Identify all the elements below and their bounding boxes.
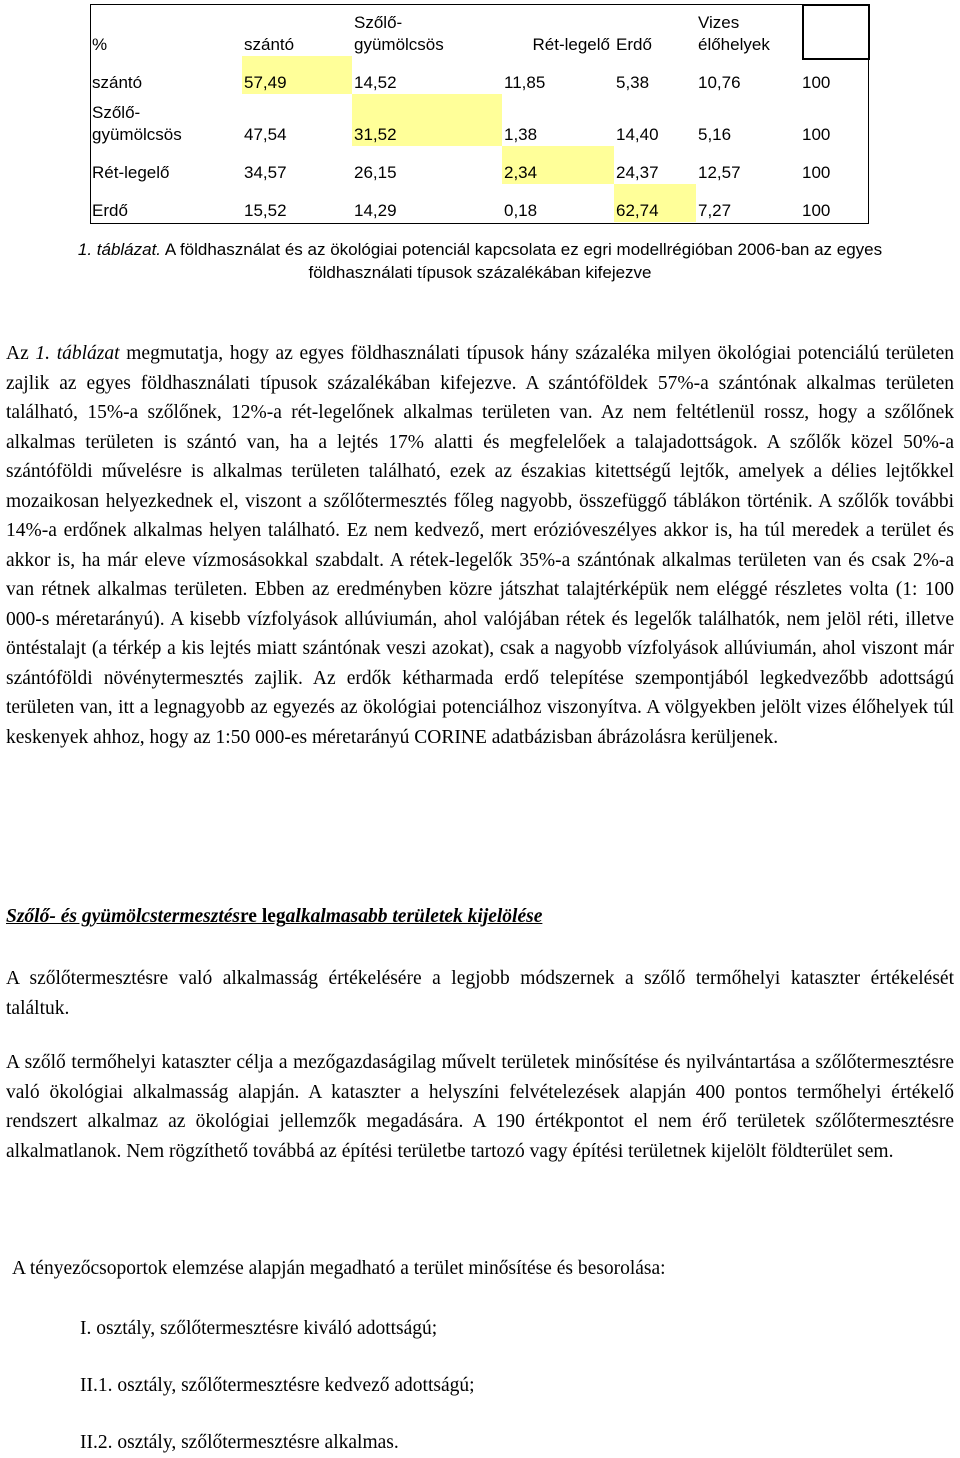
class-item: II.1. osztály, szőlőtermesztésre kedvező adottságú; (80, 1375, 475, 1396)
table-cell: 100 (802, 73, 831, 92)
table-cell: 26,15 (354, 163, 397, 182)
header-cell: Rét-legelő (532, 35, 610, 54)
table-cell: 2,34 (502, 146, 614, 184)
table-cell: 5,38 (616, 73, 650, 92)
table-cell: 11,85 (504, 73, 546, 92)
table-cell: 1,38 (504, 125, 538, 144)
table-cell: 100 (802, 201, 831, 220)
table-cell: 57,49 (242, 56, 352, 94)
header-cell: % (92, 35, 108, 54)
table-cell: 0,18 (504, 201, 538, 220)
row-label: Szőlő- gyümölcsös (92, 103, 182, 144)
table-cell: 24,37 (616, 163, 659, 182)
row-label: Rét-legelő (92, 163, 170, 182)
table-cell: 100 (802, 163, 831, 182)
table-cell: 14,52 (354, 73, 397, 92)
table-cell: 15,52 (244, 201, 287, 220)
class-item: II.2. osztály, szőlőtermesztésre alkalmas. (80, 1432, 399, 1453)
land-use-table-container (90, 4, 870, 222)
caption-label: 1. táblázat. (77, 240, 162, 259)
heading-part-1: Szőlő- és gyümölcstermesztés (6, 906, 240, 927)
row-label: szántó (92, 73, 143, 92)
table-row (90, 184, 870, 222)
table-cell: 31,52 (352, 94, 502, 146)
table-cell: 14,29 (354, 201, 397, 220)
paragraph-start: Az (6, 343, 36, 364)
paragraph-method: A szőlőtermesztésre való alkalmasság értékelésére a legjobb módszernek a szőlő termőhelyi kataszter értékelését találtuk. (6, 968, 954, 1019)
table-reference: 1. táblázat (35, 343, 120, 364)
class-item: I. osztály, szőlőtermesztésre kiváló adottságú; (80, 1318, 438, 1339)
classification-intro: A tényezőcsoportok elemzése alapján megadható a terület minősítése és besorolása: (12, 1258, 666, 1279)
table-cell: 12,57 (698, 163, 741, 182)
header-cell: Erdő (616, 35, 652, 54)
table-row (90, 94, 870, 146)
table-cell: 14,40 (616, 125, 659, 144)
section-heading (6, 902, 542, 932)
heading-part-2: re leg (240, 906, 286, 927)
paragraph-rest: megmutatja, hogy az egyes földhasználati típusok hány százaléka milyen ökológiai potenciálú területen zajlik az egyes földhasználati típusok százalékában kifejezve. A szántóföldek 57%-a szántónak alkalmas területen található, 15%-a szőlőnek, 12%-a rét-legelőnek alkalmas területen van. Az nem feltétlenül rossz, hogy a szőlőnek alkalmas területen is szántó van, ha a lejtés 17% alatti és megfelelőek a talajadottságok. A szőlők közel 50%-a szántóföldi művelésre is alkalmas területen található, ezek az északias kitettségű lejtők, amelyek a délies lejtőkkel mozaikosan helyezkednek el, viszont a szőlőtermesztés főleg nagyobb, összefüggő táblákon történik. A szőlők további 14%-a erdőnek alkalmas helyen található. Ez nem kedvező, mert erózióveszélyes akkor is, ha túl meredek a terület és akkor is, ha már eleve vízmosásokkal szabdalt. A rétek-legelők 35%-a szántónak alkalmas területen van és csak 2%-a van rétnek alkalmas területen. Ebben az eredményben közre játszhat talajtérképük nem eléggé részletes volta (1: 100 000-s méretarányú). A kisebb vízfolyások allúviumán, ahol valójában rétek és legelők találhatók, nem jelöl réti, illetve öntéstalajt (a térkép a kis lejtés miatt szántónak veszi azokat), csak a nagyobb vízfolyások allúviumán, ahol viszont már szántóföldi növénytermesztés zajlik. Az erdők kétharmada erdő telepítése szempontjából legkedvezőbb adottságú területen van, itt a legnagyobb az egyezés az ökológiai potenciálhoz viszonyítva. A völgyekben jelölt vizes élőhelyek túl keskenyek ahhoz, hogy az 1:50 000-es méretarányú CORINE adatbázisban ábrázolásra kerüljenek. (6, 343, 954, 748)
header-cell: szántó (244, 35, 295, 54)
heading-part-3: alkalmasabb területek kijelölése (285, 906, 543, 927)
table-cell: 100 (802, 125, 831, 144)
table-cell: 34,57 (244, 163, 287, 182)
caption-text: A földhasználat és az ökológiai potenciál kapcsolata ez egri modellrégióban 2006-ban az egyes földhasználati típusok százalékában kifejezve (161, 240, 883, 282)
paragraph-table-analysis (6, 339, 954, 752)
row-label: Erdő (92, 201, 128, 220)
table-caption (30, 238, 930, 284)
table-cell: 10,76 (698, 73, 741, 92)
table-cell: 47,54 (244, 125, 287, 144)
header-cell (800, 4, 870, 56)
header-cell: Szőlő- gyümölcsös (354, 13, 444, 54)
table-cell: 7,27 (698, 201, 732, 220)
paragraph-cadastre: A szőlő termőhelyi kataszter célja a mezőgazdaságilag művelt területek minősítése és nyilvántartása a szőlőtermesztésre való ökológiai alkalmasság alapján. A kataszter a helyszíni felvételezések alapján 400 pontos termőhelyi értékelő rendszert alkalmaz az ökológiai jellemzők megadására. A 190 értékpontot el nem érő területek szőlőtermesztésre alkalmatlanok. Nem rögzíthető továbbá az építési területbe tartozó vagy építési területnek kijelölt földterület sem. (6, 1052, 954, 1162)
land-use-table (90, 4, 870, 222)
table-cell: 5,16 (698, 125, 732, 144)
table-cell: 62,74 (614, 184, 696, 222)
table-row (90, 146, 870, 184)
header-cell: Vizes élőhelyek (698, 13, 770, 54)
table-row (90, 56, 870, 94)
table-header-row (90, 4, 870, 56)
